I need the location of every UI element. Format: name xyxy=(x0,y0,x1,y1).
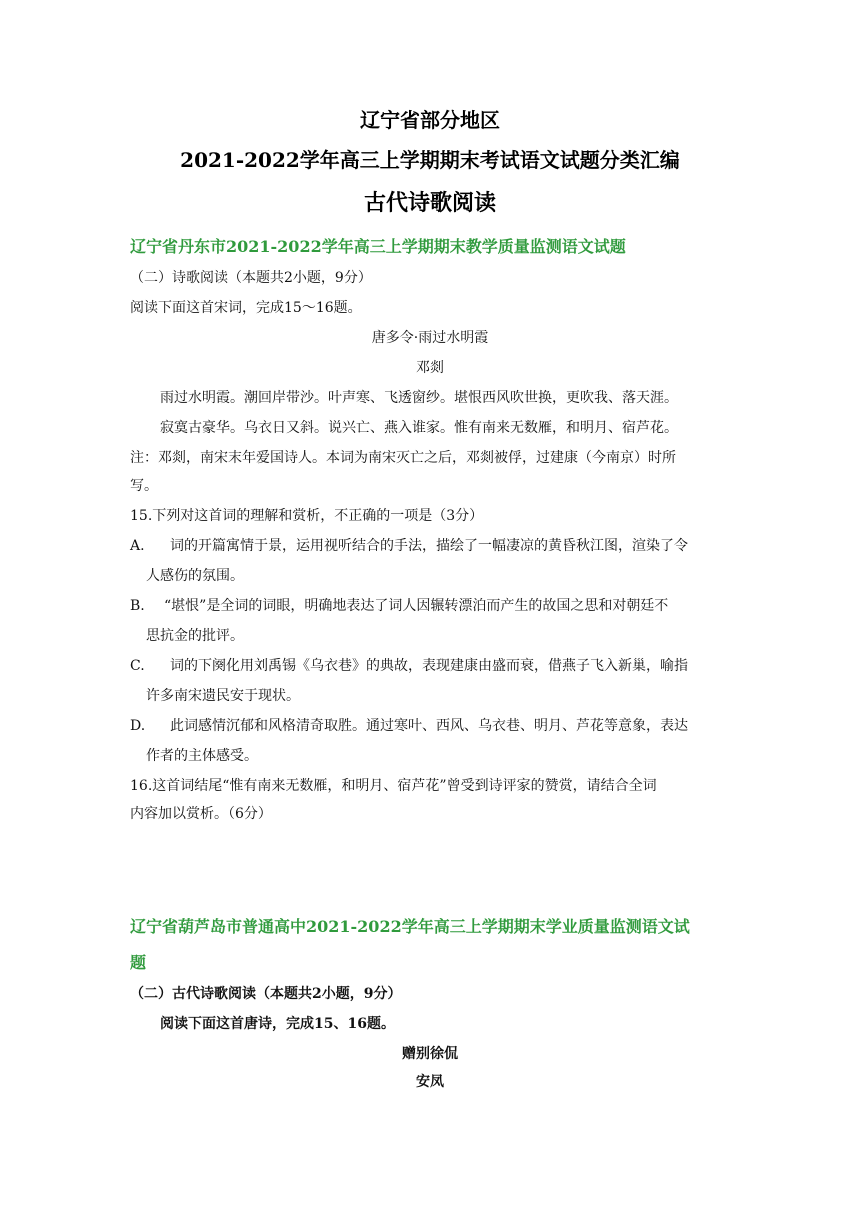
option-b-line2: 思抗金的批评。 xyxy=(146,628,244,644)
doc-title-topic: 古代诗歌阅读 xyxy=(363,190,496,216)
option-c-letter: C. xyxy=(130,658,145,674)
section1-source: 辽宁省丹东市2021-2022学年高三上学期期末教学质量监测语文试题 xyxy=(130,237,626,256)
option-b-letter: B. xyxy=(130,598,145,614)
section2-poem-author: 安凤 xyxy=(416,1074,444,1090)
option-d-line1: 此词感情沉郁和风格清奇取胜。通过寒叶、西风、乌衣巷、明月、芦花等意象，表达 xyxy=(170,718,688,734)
section1-poem-line2: 寂寞古豪华。乌衣日又斜。说兴亡、燕入谁家。惟有南来无数雁，和明月、宿芦花。 xyxy=(160,420,678,436)
section2-poem-title: 赠别徐侃 xyxy=(402,1046,458,1062)
question-16-line2: 内容加以赏析。（6分） xyxy=(130,806,272,822)
section1-heading: （二）诗歌阅读（本题共2小题，9分） xyxy=(130,270,372,286)
section1-poem-title: 唐多令·雨过水明霞 xyxy=(371,330,489,346)
section1-note-line2: 写。 xyxy=(130,478,158,494)
question-16-line1: 16.这首词结尾“惟有南来无数雁，和明月、宿芦花”曾受到诗评家的赞赏，请结合全词 xyxy=(130,778,657,794)
option-a-line2: 人感伤的氛围。 xyxy=(146,568,244,584)
section1-poem-author: 邓剡 xyxy=(416,360,444,376)
option-b-line1: “堪恨”是全词的词眼，明确地表达了词人因辗转漂泊而产生的故国之思和对朝廷不 xyxy=(164,598,669,614)
option-d-letter: D. xyxy=(130,718,146,734)
section2-instruction: 阅读下面这首唐诗，完成15、16题。 xyxy=(160,1016,395,1032)
option-a-letter: A. xyxy=(130,538,145,554)
option-a-line1: 词的开篇寓情于景，运用视听结合的手法，描绘了一幅凄凉的黄昏秋江图，渲染了令 xyxy=(170,538,688,554)
doc-title-region: 辽宁省部分地区 xyxy=(360,108,500,132)
section2-source-line1: 辽宁省葫芦岛市普通高中2021-2022学年高三上学期期末学业质量监测语文试 xyxy=(130,917,690,936)
section2-heading: （二）古代诗歌阅读（本题共2小题，9分） xyxy=(130,986,402,1002)
option-c-line2: 许多南宋遗民安于现状。 xyxy=(146,688,300,704)
section2-source-line2: 题 xyxy=(130,953,147,972)
option-d-line2: 作者的主体感受。 xyxy=(146,748,258,764)
section1-instruction: 阅读下面这首宋词，完成15～16题。 xyxy=(130,300,362,316)
doc-title-main: 2021-2022学年高三上学期期末考试语文试题分类汇编 xyxy=(180,148,680,172)
section1-poem-line1: 雨过水明霞。潮回岸带沙。叶声寒、飞透窗纱。堪恨西风吹世换，更吹我、落天涯。 xyxy=(160,390,678,406)
option-c-line1: 词的下阕化用刘禹锡《乌衣巷》的典故，表现建康由盛而衰，借燕子飞入新巢，喻指 xyxy=(170,658,688,674)
section1-note-line1: 注：邓剡，南宋末年爱国诗人。本词为南宋灭亡之后，邓剡被俘，过建康（今南京）时所 xyxy=(130,450,676,466)
question-15: 15.下列对这首词的理解和赏析，不正确的一项是（3分） xyxy=(130,508,484,524)
